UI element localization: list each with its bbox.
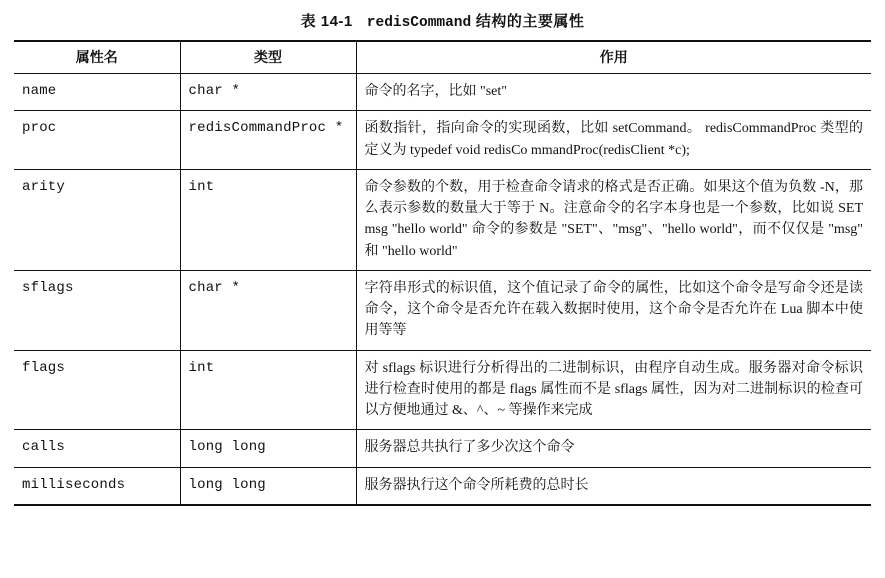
table-row (14, 169, 871, 270)
attributes-table (14, 40, 871, 506)
cell-attr-name: flags (14, 350, 180, 430)
table-row (14, 111, 871, 170)
cell-attr-desc: 服务器执行这个命令所耗费的总时长 (356, 467, 871, 505)
cell-attr-desc: 函数指针，指向命令的实现函数，比如 setCommand。 redisCommandProc 类型的定义为 typedef void redisCo mmandProc(redisClient *c); (356, 111, 871, 170)
table-row (14, 467, 871, 505)
cell-attr-name: arity (14, 169, 180, 270)
table-caption (14, 10, 871, 31)
table-caption-suffix: 结构的主要属性 (475, 13, 585, 30)
cell-attr-type: int (180, 169, 356, 270)
cell-attr-name: calls (14, 430, 180, 467)
cell-attr-desc: 命令参数的个数，用于检查命令请求的格式是否正确。如果这个值为负数 -N，那么表示参数的数量大于等于 N。注意命令的名字本身也是一个参数，比如说 SET msg "hello world" 命令的参数是 "SET"、"msg"、"hello world"，而不仅仅是 "msg" 和 "hello world" (356, 169, 871, 270)
cell-attr-name: sflags (14, 270, 180, 350)
cell-attr-name: proc (14, 111, 180, 170)
cell-attr-type: long long (180, 430, 356, 467)
cell-attr-desc: 服务器总共执行了多少次这个命令 (356, 430, 871, 467)
table-row (14, 430, 871, 467)
column-header-name: 属性名 (14, 41, 180, 74)
cell-attr-desc: 对 sflags 标识进行分析得出的二进制标识，由程序自动生成。服务器对命令标识进行检查时使用的都是 flags 属性而不是 sflags 属性，因为对二进制标识的检查可以方便地通过 &、^、~ 等操作来完成 (356, 350, 871, 430)
column-header-desc: 作用 (356, 41, 871, 74)
table-header-row (14, 41, 871, 74)
cell-attr-desc: 命令的名字，比如 "set" (364, 84, 507, 99)
table-caption-number: 表 14-1 (300, 13, 353, 30)
cell-attr-name: name (14, 74, 180, 111)
cell-attr-type: int (180, 350, 356, 430)
cell-attr-desc: 字符串形式的标识值，这个值记录了命令的属性，比如这个命令是写命令还是读命令，这个命令是否允许在载入数据时使用，这个命令是否允许在 Lua 脚本中使用等等 (356, 270, 871, 350)
cell-attr-type: redisCommandProc * (180, 111, 356, 170)
table-caption-mono: redisCommand (366, 15, 472, 31)
table-row (14, 350, 871, 430)
cell-attr-type: char * (180, 74, 356, 111)
cell-attr-type: char * (180, 270, 356, 350)
table-row (14, 74, 871, 111)
column-header-type: 类型 (180, 41, 356, 74)
cell-attr-type: long long (180, 467, 356, 505)
cell-attr-name: milliseconds (14, 467, 180, 505)
table-row (14, 270, 871, 350)
